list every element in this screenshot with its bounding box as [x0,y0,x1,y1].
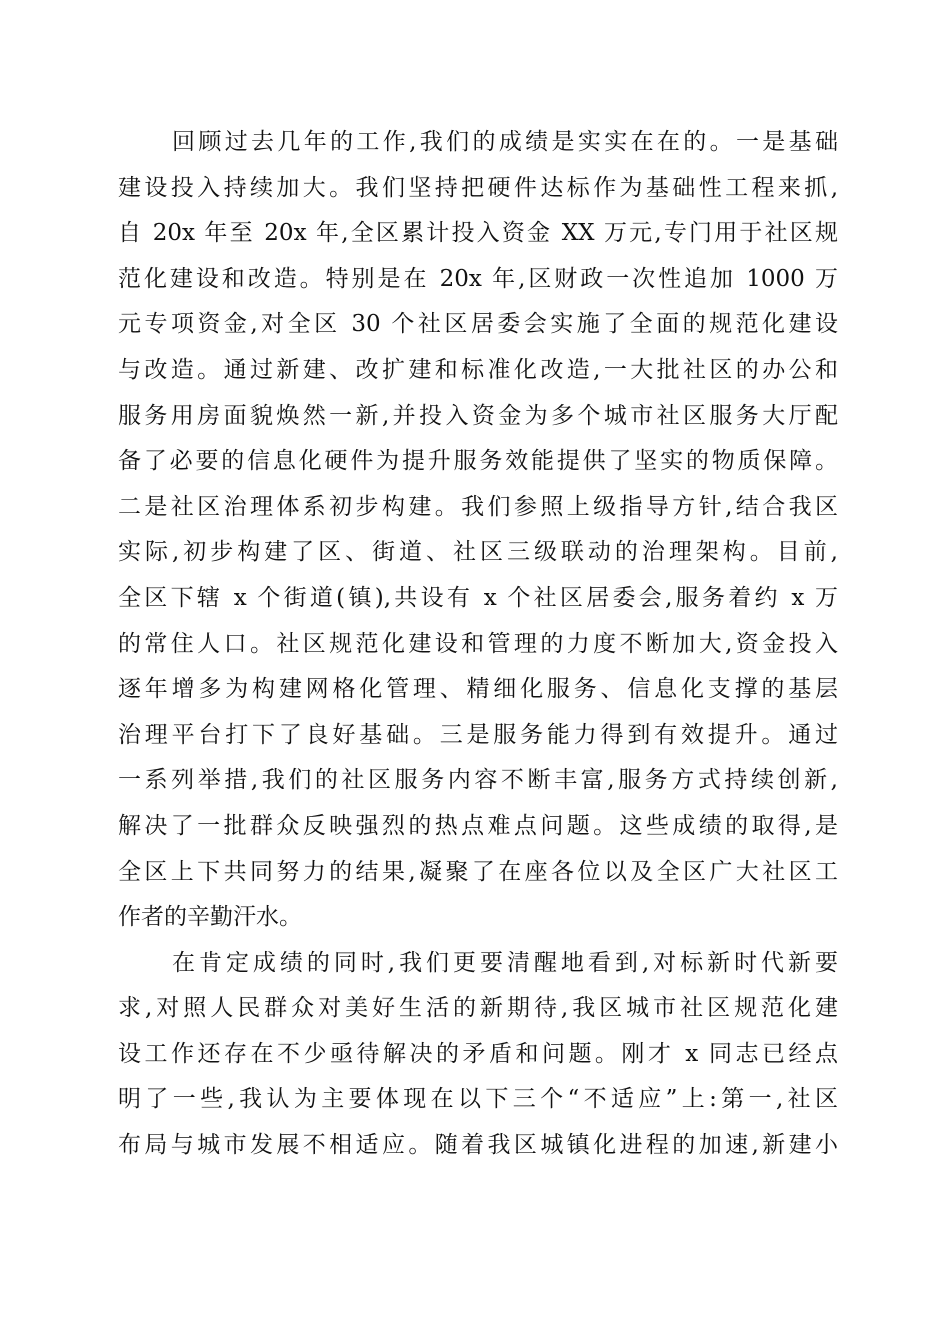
text-line: 建设投入持续加大。我们坚持把硬件达标作为基础性工程来抓, [118,174,838,201]
text-line: 布局与城市发展不相适应。随着我区城镇化进程的加速,新建小 [118,1132,838,1159]
text-line: 回顾过去几年的工作,我们的成绩是实实在在的。一是基础 [172,129,838,155]
text-line: 作者的辛勤汗水。 [118,904,302,931]
paragraph-problems [118,941,838,1169]
text-line: 元专项资金,对全区 30 个社区居委会实施了全面的规范化建设 [118,311,838,338]
text-line: 与改造。通过新建、改扩建和标准化改造,一大批社区的办公和 [118,356,838,383]
document-body [118,120,838,1169]
text-line: 二是社区治理体系初步构建。我们参照上级指导方针,结合我区 [118,493,838,520]
text-line: 自 20x 年至 20x 年,全区累计投入资金 XX 万元,专门用于社区规 [118,220,838,247]
text-line: 全区下辖 x 个街道(镇),共设有 x 个社区居委会,服务着约 x 万 [118,584,838,611]
text-line: 一系列举措,我们的社区服务内容不断丰富,服务方式持续创新, [118,767,838,794]
text-line: 范化建设和改造。特别是在 20x 年,区财政一次性追加 1000 万 [118,265,838,292]
text-line: 备了必要的信息化硬件为提升服务效能提供了坚实的物质保障。 [118,448,838,475]
text-line: 设工作还存在不少亟待解决的矛盾和问题。刚才 x 同志已经点 [118,1040,838,1067]
text-line: 求,对照人民群众对美好生活的新期待,我区城市社区规范化建 [118,995,838,1022]
text-line: 治理平台打下了良好基础。三是服务能力得到有效提升。通过 [118,721,838,748]
text-line: 实际,初步构建了区、街道、社区三级联动的治理架构。目前, [118,539,838,566]
paragraph-achievements [118,120,838,941]
text-line: 全区上下共同努力的结果,凝聚了在座各位以及全区广大社区工 [118,858,838,885]
text-line: 明了一些,我认为主要体现在以下三个“不适应”上:第一,社区 [118,1086,838,1113]
text-line: 在肯定成绩的同时,我们更要清醒地看到,对标新时代新要 [172,949,838,976]
text-line: 解决了一批群众反映强烈的热点难点问题。这些成绩的取得,是 [118,812,838,839]
text-line: 服务用房面貌焕然一新,并投入资金为多个城市社区服务大厅配 [118,402,838,429]
text-line: 的常住人口。社区规范化建设和管理的力度不断加大,资金投入 [118,630,838,657]
text-line: 逐年增多为构建网格化管理、精细化服务、信息化支撑的基层 [118,676,838,703]
